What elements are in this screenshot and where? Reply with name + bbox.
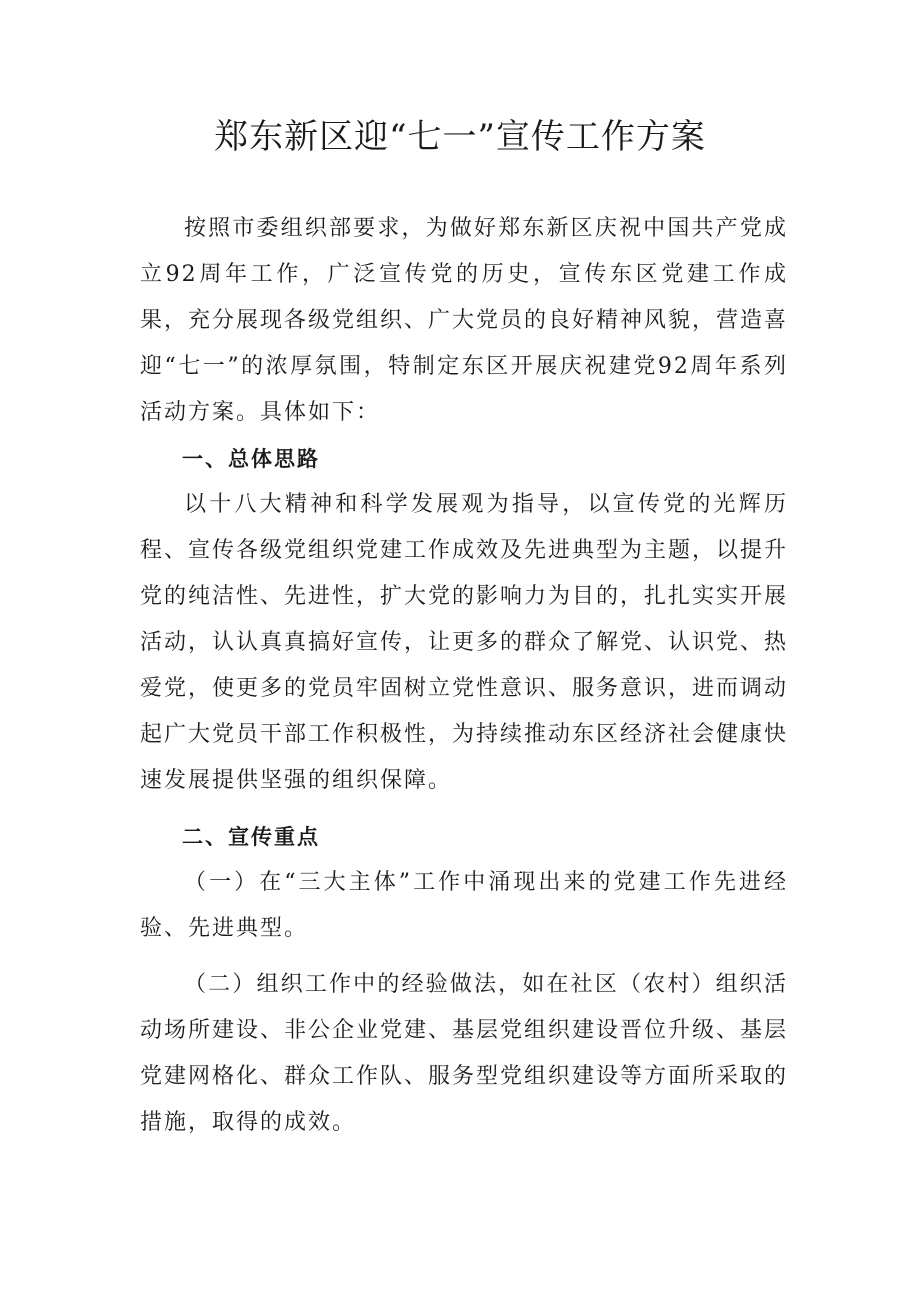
- document-body: [140, 206, 788, 1146]
- section-paragraph-overall: 以十八大精神和科学发展观为指导，以宣传党的光辉历程、宣传各级党组织党建工作成效及先进典型为主题，以提升党的纯洁性、先进性，扩大党的影响力为目的，扎扎实实开展活动，认认真真搞好宣传，让更多的群众了解党、认识党、热爱党，使更多的党员牢固树立党性意识、服务意识，进而调动起广大党员干部工作积极性，为持续推动东区经济社会健康快速发展提供坚强的组织保障。: [140, 492, 789, 793]
- intro-paragraph: 按照市委组织部要求，为做好郑东新区庆祝中国共产党成立92周年工作，广泛宣传党的历史，宣传东区党建工作成果，充分展现各级党组织、广大党员的良好精神风貌，营造喜迎“七一”的浓厚氛围，特制定东区开展庆祝建党92周年系列活动方案。具体如下：: [140, 216, 789, 425]
- focus-item-2: （二）组织工作中的经验做法，如在社区（农村）组织活动场所建设、非公企业党建、基层党组织建设晋位升级、基层党建网格化、群众工作队、服务型党组织建设等方面所采取的措施，取得的成效。: [140, 972, 789, 1135]
- document-title: 郑东新区迎“七一”宣传工作方案: [214, 117, 706, 157]
- focus-item-1: （一）在“三大主体”工作中涌现出来的党建工作先进经验、先进典型。: [140, 870, 788, 941]
- section-heading-overall: 一、总体思路: [182, 447, 320, 471]
- section-heading-focus: 二、宣传重点: [182, 825, 320, 849]
